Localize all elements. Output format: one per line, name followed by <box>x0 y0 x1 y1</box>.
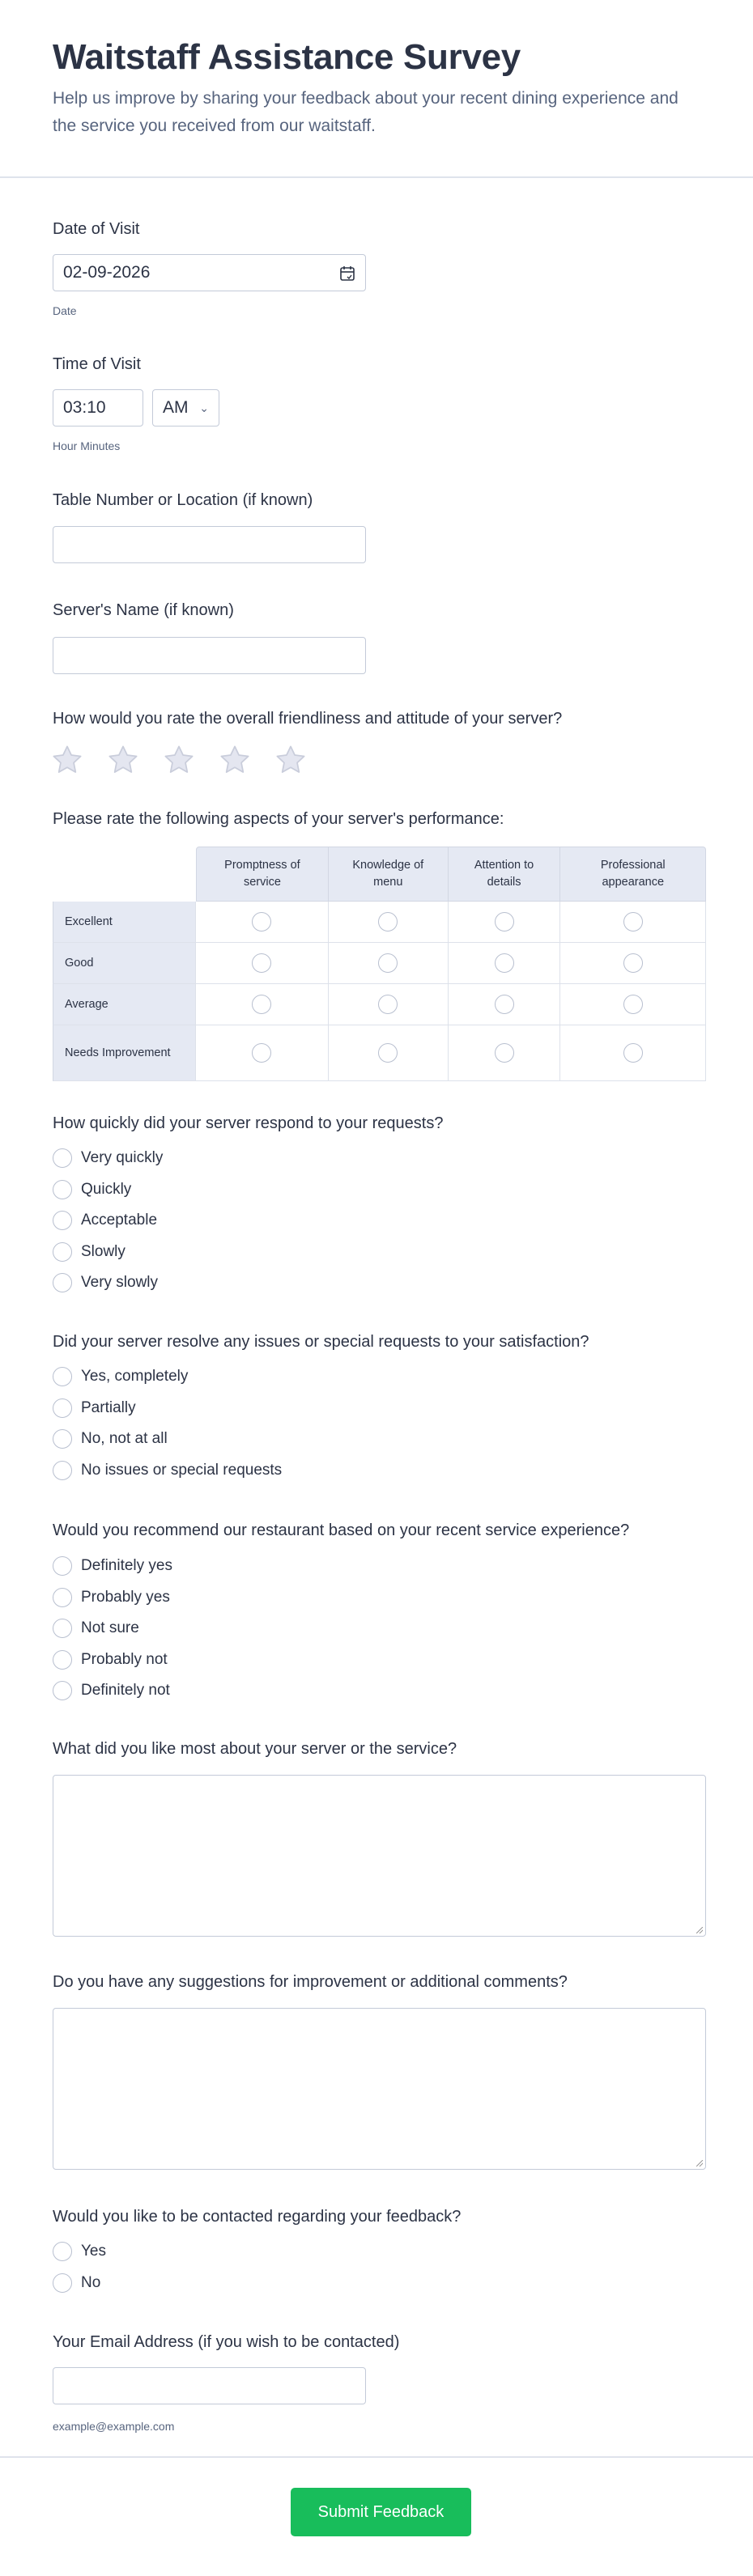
radio-option-label: Definitely not <box>81 1682 170 1700</box>
matrix-radio[interactable] <box>623 1043 643 1063</box>
performance-label: Please rate the following aspects of your server's performance: <box>53 810 504 828</box>
table-number-label: Table Number or Location (if known) <box>53 491 313 509</box>
date-value: 02-09-2026 <box>63 263 151 282</box>
star-rating[interactable] <box>50 743 308 777</box>
matrix-corner <box>53 847 196 902</box>
issues-resolved-options <box>53 1361 282 1486</box>
matrix-radio[interactable] <box>252 1043 271 1063</box>
matrix-radio[interactable] <box>378 953 398 973</box>
star-icon[interactable] <box>162 743 196 777</box>
matrix-cell <box>449 902 561 943</box>
radio-button[interactable] <box>53 1273 72 1292</box>
matrix-row-label: Needs Improvement <box>53 1025 196 1081</box>
response-speed-options <box>53 1143 163 1299</box>
radio-option-label: No issues or special requests <box>81 1461 283 1479</box>
matrix-cell <box>329 984 449 1025</box>
contact-options <box>53 2236 106 2298</box>
radio-option[interactable] <box>53 1424 282 1455</box>
page-subtitle: Help us improve by sharing your feedback about your recent dining experience and the service you received from our waitstaff. <box>53 89 679 135</box>
matrix-cell <box>449 1025 561 1081</box>
matrix-radio[interactable] <box>378 995 398 1014</box>
resize-handle-icon[interactable] <box>696 1927 703 1933</box>
matrix-cell <box>196 902 329 943</box>
radio-option-label: Acceptable <box>81 1212 158 1229</box>
matrix-cell <box>196 943 329 984</box>
radio-button[interactable] <box>53 1148 72 1168</box>
date-sublabel: Date <box>53 304 77 317</box>
submit-button[interactable]: Submit Feedback <box>291 2488 471 2536</box>
chevron-down-icon: ⌄ <box>199 401 209 414</box>
matrix-column-header: Promptness of service <box>196 847 329 902</box>
radio-option-label: Quickly <box>81 1180 132 1198</box>
matrix-cell <box>449 943 561 984</box>
radio-option[interactable] <box>53 1613 172 1644</box>
radio-option-label: Partially <box>81 1398 136 1416</box>
footer-divider <box>0 2456 753 2458</box>
matrix-row-label: Good <box>53 943 196 984</box>
matrix-cell <box>449 984 561 1025</box>
server-name-label: Server's Name (if known) <box>53 601 234 619</box>
matrix-radio[interactable] <box>623 995 643 1014</box>
radio-option[interactable] <box>53 1237 163 1268</box>
star-icon[interactable] <box>106 743 140 777</box>
liked-most-textarea[interactable] <box>53 1775 706 1937</box>
time-label: Time of Visit <box>53 355 141 373</box>
radio-option-label: Probably not <box>81 1650 168 1668</box>
matrix-radio[interactable] <box>252 912 271 932</box>
radio-button[interactable] <box>53 1211 72 1230</box>
radio-option-label: Very quickly <box>81 1149 164 1167</box>
performance-matrix <box>53 847 706 1081</box>
radio-button[interactable] <box>53 2242 72 2261</box>
matrix-radio[interactable] <box>495 953 514 973</box>
matrix-column-header: Attention to details <box>449 847 561 902</box>
liked-most-label: What did you like most about your server or the service? <box>53 1740 457 1758</box>
radio-button[interactable] <box>53 1367 72 1386</box>
matrix-radio[interactable] <box>623 912 643 932</box>
matrix-cell <box>560 943 706 984</box>
matrix-column-header: Professional appearance <box>560 847 706 902</box>
radio-option[interactable] <box>53 1644 172 1676</box>
matrix-radio[interactable] <box>495 995 514 1014</box>
calendar-icon[interactable] <box>339 265 355 282</box>
radio-button[interactable] <box>53 1588 72 1607</box>
matrix-row <box>53 1025 706 1081</box>
radio-option-label: Very slowly <box>81 1274 159 1292</box>
matrix-row <box>53 943 706 984</box>
matrix-radio[interactable] <box>378 912 398 932</box>
matrix-radio[interactable] <box>495 912 514 932</box>
email-label: Your Email Address (if you wish to be contacted) <box>53 2333 400 2351</box>
resize-handle-icon[interactable] <box>696 2160 703 2166</box>
matrix-cell <box>560 902 706 943</box>
matrix-cell <box>560 1025 706 1081</box>
matrix-cell <box>560 984 706 1025</box>
radio-button[interactable] <box>53 1650 72 1670</box>
radio-option[interactable] <box>53 1393 282 1424</box>
radio-option[interactable] <box>53 1675 172 1707</box>
matrix-cell <box>329 1025 449 1081</box>
radio-option[interactable] <box>53 1174 163 1206</box>
matrix-radio[interactable] <box>495 1043 514 1063</box>
radio-option[interactable] <box>53 1267 163 1299</box>
radio-button[interactable] <box>53 1429 72 1449</box>
recommend-label: Would you recommend our restaurant based on your recent service experience? <box>53 1521 630 1539</box>
radio-option-label: No <box>81 2273 101 2291</box>
matrix-cell <box>329 902 449 943</box>
contact-label: Would you like to be contacted regarding your feedback? <box>53 2208 462 2226</box>
date-label: Date of Visit <box>53 220 140 238</box>
matrix-radio[interactable] <box>623 953 643 973</box>
radio-option-label: Not sure <box>81 1619 139 1637</box>
matrix-radio[interactable] <box>252 953 271 973</box>
radio-button[interactable] <box>53 1681 72 1700</box>
radio-button[interactable] <box>53 1398 72 1418</box>
radio-option[interactable] <box>53 1551 172 1582</box>
radio-option[interactable] <box>53 1455 282 1487</box>
ampm-value: AM <box>163 398 189 417</box>
radio-button[interactable] <box>53 1180 72 1199</box>
radio-option[interactable] <box>53 2236 106 2268</box>
suggestions-textarea[interactable] <box>53 2008 706 2170</box>
radio-button[interactable] <box>53 2273 72 2293</box>
matrix-row-label: Excellent <box>53 902 196 943</box>
radio-option-label: Slowly <box>81 1242 126 1260</box>
radio-button[interactable] <box>53 1461 72 1480</box>
star-icon[interactable] <box>274 743 308 777</box>
radio-option-label: Yes <box>81 2243 106 2260</box>
matrix-column-header: Knowledge of menu <box>329 847 449 902</box>
matrix-radio[interactable] <box>252 995 271 1014</box>
star-icon[interactable] <box>50 743 84 777</box>
issues-resolved-label: Did your server resolve any issues or special requests to your satisfaction? <box>53 1333 589 1351</box>
time-input[interactable]: 03:10 <box>53 389 143 427</box>
header-divider <box>0 176 753 178</box>
matrix-radio[interactable] <box>378 1043 398 1063</box>
radio-option[interactable] <box>53 2268 106 2299</box>
matrix-row-label: Average <box>53 984 196 1025</box>
date-input[interactable] <box>53 254 366 291</box>
radio-option[interactable] <box>53 1361 282 1393</box>
radio-option-label: Yes, completely <box>81 1368 189 1386</box>
page-title: Waitstaff Assistance Survey <box>53 37 521 77</box>
matrix-cell <box>329 943 449 984</box>
recommend-options <box>53 1551 172 1707</box>
friendliness-label: How would you rate the overall friendliness and attitude of your server? <box>53 710 563 728</box>
radio-option-label: Probably yes <box>81 1588 170 1606</box>
suggestions-label: Do you have any suggestions for improvement or additional comments? <box>53 1973 568 1991</box>
matrix-row <box>53 902 706 943</box>
radio-button[interactable] <box>53 1242 72 1262</box>
radio-button[interactable] <box>53 1556 72 1576</box>
radio-option[interactable] <box>53 1143 163 1174</box>
matrix-row <box>53 984 706 1025</box>
ampm-select[interactable] <box>152 389 219 427</box>
star-icon[interactable] <box>218 743 252 777</box>
radio-option[interactable] <box>53 1582 172 1614</box>
radio-button[interactable] <box>53 1619 72 1638</box>
matrix-cell <box>196 984 329 1025</box>
radio-option[interactable] <box>53 1205 163 1237</box>
email-input[interactable] <box>53 2367 366 2404</box>
table-number-input[interactable] <box>53 526 366 563</box>
server-name-input[interactable] <box>53 637 366 674</box>
email-sublabel: example@example.com <box>53 2420 175 2433</box>
time-sublabel: Hour Minutes <box>53 439 121 452</box>
response-speed-label: How quickly did your server respond to your requests? <box>53 1114 444 1132</box>
radio-option-label: Definitely yes <box>81 1557 172 1575</box>
radio-option-label: No, not at all <box>81 1430 168 1448</box>
matrix-cell <box>196 1025 329 1081</box>
